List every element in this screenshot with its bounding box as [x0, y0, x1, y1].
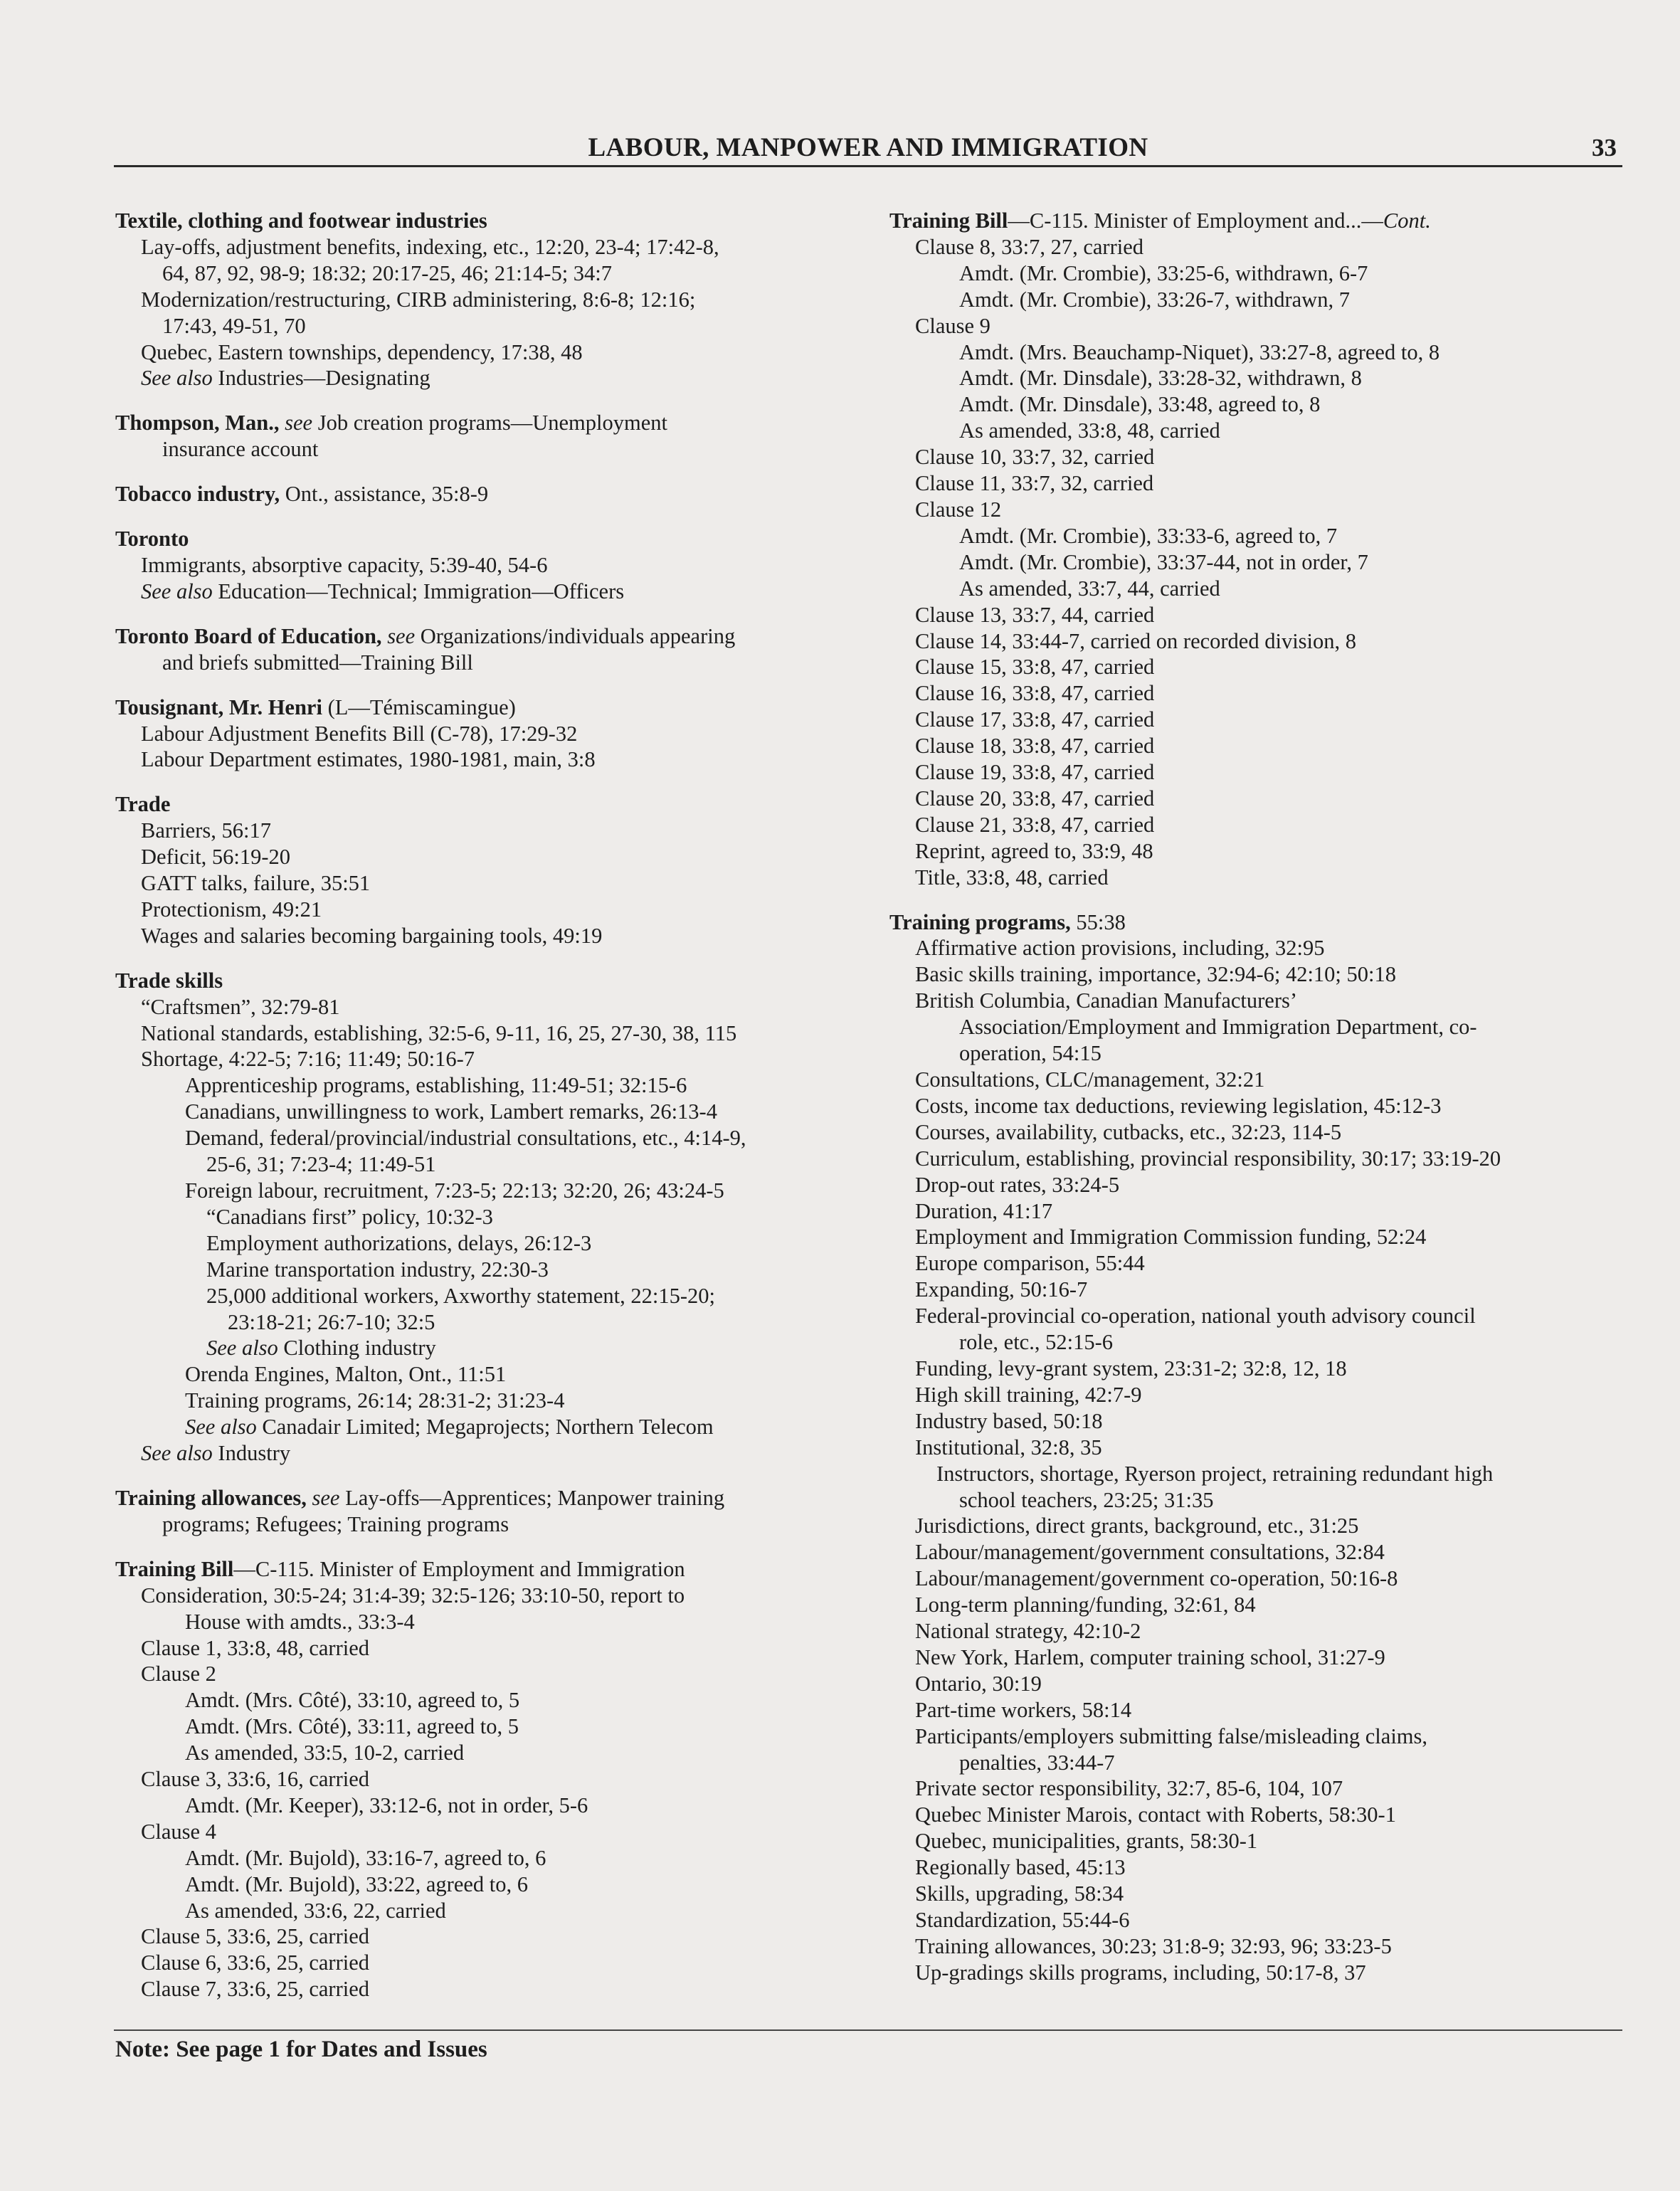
entry-text: Apprenticeship programs, establishing, 11:49-51; 32:15-6: [185, 1073, 687, 1098]
entry-subline: [115, 721, 870, 747]
entry-subline: [889, 1907, 1615, 1933]
entry-text: Quebec, municipalities, grants, 58:30-1: [915, 1829, 1258, 1854]
entry-subline: [115, 1414, 870, 1440]
entry-heading: Trade skills: [115, 968, 223, 993]
entry-text: Clause 12: [915, 497, 1002, 522]
entry-text: Demand, federal/provincial/industrial consultations, etc., 4:14-9,: [185, 1126, 746, 1151]
entry-heading-line: [889, 208, 1615, 234]
entry-text: New York, Harlem, computer training school, 31:27-9: [915, 1644, 1385, 1669]
entry-text: Quebec Minister Marois, contact with Roberts, 58:30-1: [915, 1802, 1396, 1827]
entry-text: Clause 9: [915, 313, 990, 338]
entry-text: Expanding, 50:16-7: [915, 1277, 1088, 1302]
index-entry: [115, 410, 870, 463]
entry-text: Duration, 41:17: [915, 1198, 1053, 1223]
page-header: [114, 128, 1622, 167]
entry-subline: [115, 1793, 870, 1819]
entry-text: As amended, 33:8, 48, carried: [959, 418, 1220, 443]
index-entry: [115, 968, 870, 1467]
entry-subline: [889, 602, 1615, 628]
entry-text: Employment authorizations, delays, 26:12-3: [206, 1230, 592, 1255]
entry-subline: [115, 1099, 870, 1125]
entry-text: Ont., assistance, 35:8-9: [280, 482, 489, 507]
cross-reference-label: see: [279, 411, 313, 435]
entry-text: Basic skills training, importance, 32:94-6; 42:10; 50:18: [915, 962, 1397, 987]
entry-subline: [115, 994, 870, 1020]
entry-subline: [889, 865, 1615, 891]
entry-subline: [889, 1671, 1615, 1697]
entry-text: Instructors, shortage, Ryerson project, retraining redundant high: [936, 1461, 1494, 1486]
entry-subline: [115, 1204, 870, 1230]
continued-label: Cont.: [1383, 208, 1431, 233]
entry-heading: Training Bill: [115, 1556, 234, 1581]
entry-subline: [889, 733, 1615, 759]
entry-heading: Textile, clothing and footwear industries: [115, 208, 487, 233]
page-number: 33: [1592, 134, 1617, 162]
entry-subline: [115, 1898, 870, 1924]
entry-text: Consultations, CLC/management, 32:21: [915, 1067, 1265, 1092]
index-entry: [889, 208, 1615, 891]
entry-subline: [115, 234, 870, 260]
entry-text: Clause 3, 33:6, 16, carried: [141, 1767, 370, 1792]
entry-subline: [115, 746, 870, 773]
entry-subline: [889, 1040, 1615, 1067]
entry-subline: [115, 1819, 870, 1845]
cross-reference-label: see: [381, 623, 416, 648]
entry-text: House with amdts., 33:3-4: [185, 1609, 415, 1634]
entry-text: Skills, upgrading, 58:34: [915, 1881, 1124, 1906]
entry-text: Title, 33:8, 48, carried: [915, 865, 1109, 889]
entry-heading: Training Bill: [889, 208, 1008, 233]
entry-subline: [889, 549, 1615, 576]
entry-text: Foreign labour, recruitment, 7:23-5; 22:13; 32:20, 26; 43:24-5: [185, 1178, 724, 1203]
entry-text: Clause 2: [141, 1662, 216, 1686]
entry-text: Clause 1, 33:8, 48, carried: [141, 1635, 370, 1660]
entry-subline: [115, 1845, 870, 1871]
entry-subline: [115, 313, 870, 339]
entry-subline: [889, 1775, 1615, 1802]
entry-subline: [115, 365, 870, 391]
entry-subline: [115, 1020, 870, 1047]
entry-subline: [889, 1854, 1615, 1881]
entry-subline: [889, 1697, 1615, 1723]
entry-text: Funding, levy-grant system, 23:31-2; 32:8, 12, 18: [915, 1356, 1347, 1380]
entry-subline: [889, 1461, 1615, 1487]
entry-subline: [889, 988, 1615, 1014]
entry-text: Amdt. (Mrs. Côté), 33:11, agreed to, 5: [185, 1714, 519, 1739]
entry-text: 64, 87, 92, 98-9; 18:32; 20:17-25, 46; 21:14-5; 34:7: [162, 260, 613, 285]
entry-text: Clause 8, 33:7, 27, carried: [915, 234, 1144, 259]
entry-text: Costs, income tax deductions, reviewing legislation, 45:12-3: [915, 1093, 1442, 1118]
entry-text: Drop-out rates, 33:24-5: [915, 1172, 1120, 1197]
entry-subline: [115, 1740, 870, 1766]
entry-heading-line: [889, 909, 1615, 936]
index-column-left: [115, 208, 870, 2021]
entry-subline: [115, 287, 870, 313]
entry-subline: [115, 818, 870, 844]
entry-subline: [889, 1933, 1615, 1960]
entry-subline: [889, 1329, 1615, 1356]
entry-subline: [889, 1539, 1615, 1566]
entry-text: Affirmative action provisions, including, 32:95: [915, 936, 1325, 961]
entry-text: As amended, 33:5, 10-2, carried: [185, 1741, 465, 1765]
entry-subline: [889, 1618, 1615, 1644]
entry-subline: [889, 497, 1615, 523]
entry-subline: [115, 1661, 870, 1687]
entry-text: Amdt. (Mr. Dinsdale), 33:48, agreed to, 8: [959, 392, 1321, 417]
cross-reference-label: See also: [141, 579, 213, 603]
entry-text: —C-115. Minister of Employment and...—: [1008, 208, 1383, 233]
entry-text: Clause 10, 33:7, 32, carried: [915, 445, 1155, 470]
index-entry: [115, 526, 870, 605]
entry-subline: [889, 1566, 1615, 1592]
entry-text: operation, 54:15: [959, 1041, 1101, 1066]
entry-text: Clause 5, 33:6, 25, carried: [141, 1924, 370, 1949]
entry-subline: [115, 1151, 870, 1178]
entry-subline: [115, 1125, 870, 1151]
entry-subline: [115, 1388, 870, 1414]
entry-text: Orenda Engines, Malton, Ont., 11:51: [185, 1362, 507, 1387]
index-entry: [115, 481, 870, 507]
entry-subline: [889, 1093, 1615, 1119]
entry-subline: [889, 628, 1615, 655]
index-entry: [115, 208, 870, 391]
index-entry: [889, 909, 1615, 1986]
footer-rule: [114, 2029, 1622, 2031]
entry-text: High skill training, 42:7-9: [915, 1382, 1142, 1407]
entry-text: Standardization, 55:44-6: [915, 1908, 1130, 1932]
entry-heading-line: [115, 791, 870, 818]
entry-text: Clause 7, 33:6, 25, carried: [141, 1977, 370, 2002]
entry-subline: [889, 961, 1615, 988]
entry-text: Private sector responsibility, 32:7, 85-6, 104, 107: [915, 1776, 1343, 1801]
entry-subline: [115, 1976, 870, 2002]
entry-text: penalties, 33:44-7: [959, 1750, 1115, 1775]
entry-text: Immigrants, absorptive capacity, 5:39-40, 54-6: [141, 552, 548, 577]
entry-text: 55:38: [1070, 909, 1126, 934]
entry-subline: [889, 260, 1615, 287]
entry-text: Marine transportation industry, 22:30-3: [206, 1257, 549, 1282]
entry-subline: [889, 1802, 1615, 1828]
entry-subline: [889, 470, 1615, 497]
entry-subline: [115, 1283, 870, 1309]
entry-heading-line: [115, 623, 870, 650]
entry-subline: [889, 1960, 1615, 1986]
entry-heading: Toronto Board of Education,: [115, 623, 382, 648]
entry-heading-line: [115, 968, 870, 994]
entry-text: Amdt. (Mr. Keeper), 33:12-6, not in order, 5-6: [185, 1793, 588, 1817]
entry-text: Employment and Immigration Commission funding, 52:24: [915, 1225, 1427, 1250]
entry-text: Clothing industry: [278, 1336, 436, 1361]
entry-heading-line: [115, 1485, 870, 1511]
entry-text: Training allowances, 30:23; 31:8-9; 32:93, 96; 33:23-5: [915, 1933, 1392, 1958]
entry-text: Education—Technical; Immigration—Officers: [212, 579, 625, 603]
entry-subline: [889, 523, 1615, 549]
entry-text: Amdt. (Mr. Crombie), 33:25-6, withdrawn, 6-7: [959, 260, 1368, 285]
entry-subline: [889, 1303, 1615, 1329]
entry-text: programs; Refugees; Training programs: [162, 1511, 509, 1536]
entry-subline: [115, 1511, 870, 1538]
entry-subline: [889, 1513, 1615, 1539]
entry-text: Barriers, 56:17: [141, 818, 271, 843]
entry-subline: [115, 436, 870, 463]
entry-subline: [889, 1250, 1615, 1277]
entry-text: “Craftsmen”, 32:79-81: [141, 994, 340, 1019]
entry-text: British Columbia, Canadian Manufacturers’: [915, 988, 1298, 1013]
entry-text: Amdt. (Mr. Dinsdale), 33:28-32, withdrawn, 8: [959, 366, 1362, 391]
entry-text: Modernization/restructuring, CIRB administering, 8:6-8; 12:16;: [141, 287, 696, 312]
entry-text: Curriculum, establishing, provincial responsibility, 30:17; 33:19-20: [915, 1146, 1501, 1171]
entry-text: Clause 13, 33:7, 44, carried: [915, 602, 1155, 627]
entry-text: Clause 6, 33:6, 25, carried: [141, 1950, 370, 1975]
entry-text: Industry based, 50:18: [915, 1408, 1103, 1433]
entry-text: National strategy, 42:10-2: [915, 1619, 1141, 1644]
entry-text: Clause 18, 33:8, 47, carried: [915, 734, 1155, 759]
entry-text: Training programs, 26:14; 28:31-2; 31:23-4: [185, 1388, 565, 1413]
entry-text: Association/Employment and Immigration Department, co-: [959, 1015, 1477, 1040]
entry-text: 25-6, 31; 7:23-4; 11:49-51: [206, 1152, 436, 1177]
footer-note: Note: See page 1 for Dates and Issues: [115, 2037, 487, 2062]
entry-subline: [115, 1230, 870, 1257]
entry-subline: [889, 1146, 1615, 1172]
entry-text: Regionally based, 45:13: [915, 1855, 1126, 1880]
entry-subline: [889, 812, 1615, 838]
entry-subline: [115, 1714, 870, 1740]
entry-subline: [889, 707, 1615, 733]
entry-subline: [889, 1828, 1615, 1854]
entry-subline: [889, 1881, 1615, 1907]
entry-subline: [115, 1687, 870, 1714]
entry-text: Consideration, 30:5-24; 31:4-39; 32:5-126; 33:10-50, report to: [141, 1583, 685, 1607]
index-column-right: [889, 208, 1615, 2005]
entry-text: Participants/employers submitting false/misleading claims,: [915, 1723, 1428, 1748]
entry-subline: [889, 759, 1615, 786]
cross-reference-label: see: [306, 1485, 340, 1510]
entry-heading-line: [115, 208, 870, 234]
entry-text: Amdt. (Mrs. Côté), 33:10, agreed to, 5: [185, 1688, 520, 1713]
entry-subline: [889, 1224, 1615, 1250]
entry-heading: Toronto: [115, 527, 189, 551]
entry-text: Institutional, 32:8, 35: [915, 1435, 1102, 1459]
entry-text: Canadians, unwillingness to work, Lambert remarks, 26:13-4: [185, 1099, 717, 1124]
entry-subline: [889, 935, 1615, 961]
entry-subline: [889, 1592, 1615, 1618]
index-entry: [115, 623, 870, 676]
entry-subline: [115, 1609, 870, 1635]
index-entry: [115, 791, 870, 949]
entry-text: (L—Témiscamingue): [322, 695, 516, 719]
entry-subline: [115, 1178, 870, 1204]
entry-text: 23:18-21; 26:7-10; 32:5: [228, 1309, 435, 1334]
entry-text: Clause 20, 33:8, 47, carried: [915, 786, 1155, 811]
entry-text: “Canadians first” policy, 10:32-3: [206, 1204, 493, 1229]
entry-subline: [889, 313, 1615, 339]
entry-text: GATT talks, failure, 35:51: [141, 871, 371, 896]
entry-text: Ontario, 30:19: [915, 1671, 1042, 1696]
entry-subline: [889, 234, 1615, 260]
entry-text: Clause 16, 33:8, 47, carried: [915, 681, 1155, 706]
entry-heading: Training allowances,: [115, 1485, 307, 1510]
entry-subline: [889, 1382, 1615, 1408]
entry-subline: [115, 1583, 870, 1609]
entry-subline: [115, 260, 870, 287]
cross-reference-label: See also: [206, 1336, 278, 1361]
entry-subline: [889, 680, 1615, 707]
entry-text: and briefs submitted—Training Bill: [162, 650, 473, 675]
entry-heading: Thompson, Man.,: [115, 411, 280, 435]
entry-subline: [115, 870, 870, 897]
entry-text: Federal-provincial co-operation, national youth advisory council: [915, 1304, 1476, 1329]
entry-subline: [115, 1309, 870, 1336]
entry-heading-line: [115, 410, 870, 436]
entry-heading: Tousignant, Mr. Henri: [115, 695, 322, 719]
entry-text: Amdt. (Mr. Bujold), 33:16-7, agreed to, 6: [185, 1845, 546, 1870]
entry-subline: [115, 1635, 870, 1662]
entry-text: Part-time workers, 58:14: [915, 1697, 1132, 1722]
entry-subline: [115, 1335, 870, 1361]
entry-subline: [115, 552, 870, 579]
entry-text: Jurisdictions, direct grants, background, etc., 31:25: [915, 1514, 1359, 1538]
entry-subline: [115, 1923, 870, 1950]
entry-text: Wages and salaries becoming bargaining tools, 49:19: [141, 923, 603, 948]
entry-subline: [889, 1198, 1615, 1225]
index-entry: [115, 695, 870, 774]
entry-subline: [889, 339, 1615, 366]
entry-subline: [889, 365, 1615, 391]
entry-subline: [115, 1046, 870, 1072]
entry-subline: [115, 1871, 870, 1898]
entry-text: 17:43, 49-51, 70: [162, 313, 306, 338]
entry-text: Clause 4: [141, 1819, 216, 1844]
entry-text: Up-gradings skills programs, including, 50:17-8, 37: [915, 1960, 1366, 1985]
entry-heading-line: [115, 526, 870, 552]
entry-text: 25,000 additional workers, Axworthy statement, 22:15-20;: [206, 1283, 715, 1308]
entry-text: Lay-offs, adjustment benefits, indexing, etc., 12:20, 23-4; 17:42-8,: [141, 234, 719, 259]
entry-text: Clause 14, 33:44-7, carried on recorded division, 8: [915, 628, 1357, 653]
entry-subline: [889, 1172, 1615, 1198]
entry-text: Amdt. (Mr. Bujold), 33:22, agreed to, 6: [185, 1871, 529, 1896]
entry-subline: [115, 923, 870, 949]
entry-text: Amdt. (Mr. Crombie), 33:33-6, agreed to, 7: [959, 523, 1338, 548]
entry-subline: [115, 339, 870, 366]
entry-text: Reprint, agreed to, 33:9, 48: [915, 838, 1153, 863]
page-title: LABOUR, MANPOWER AND IMMIGRATION: [588, 133, 1148, 162]
entry-subline: [889, 1356, 1615, 1382]
index-entry: [115, 1556, 870, 2002]
entry-text: school teachers, 23:25; 31:35: [959, 1487, 1214, 1512]
entry-text: As amended, 33:6, 22, carried: [185, 1898, 446, 1923]
entry-subline: [889, 444, 1615, 470]
entry-text: Courses, availability, cutbacks, etc., 32:23, 114-5: [915, 1119, 1342, 1144]
entry-text: Clause 15, 33:8, 47, carried: [915, 655, 1155, 680]
entry-subline: [889, 1014, 1615, 1040]
entry-text: Shortage, 4:22-5; 7:16; 11:49; 50:16-7: [141, 1047, 475, 1072]
index-entry: [115, 1485, 870, 1538]
entry-subline: [889, 1435, 1615, 1461]
entry-subline: [889, 1487, 1615, 1514]
entry-text: Canadair Limited; Megaprojects; Northern Telecom: [256, 1415, 714, 1440]
entry-subline: [889, 391, 1615, 418]
entry-heading: Tobacco industry,: [115, 482, 280, 507]
entry-subline: [115, 650, 870, 676]
entry-text: Amdt. (Mrs. Beauchamp-Niquet), 33:27-8, agreed to, 8: [959, 339, 1440, 364]
entry-text: Labour Adjustment Benefits Bill (C-78), 17:29-32: [141, 721, 578, 746]
entry-heading-line: [115, 481, 870, 507]
entry-heading-line: [115, 1556, 870, 1583]
entry-text: Industries—Designating: [212, 366, 430, 391]
entry-subline: [889, 1408, 1615, 1435]
entry-subline: [115, 579, 870, 605]
entry-subline: [889, 1119, 1615, 1146]
entry-subline: [115, 1257, 870, 1283]
entry-subline: [889, 1723, 1615, 1750]
entry-text: Long-term planning/funding, 32:61, 84: [915, 1593, 1256, 1617]
entry-text: Clause 17, 33:8, 47, carried: [915, 707, 1155, 732]
entry-subline: [115, 1440, 870, 1467]
entry-text: Labour/management/government co-operation, 50:16-8: [915, 1566, 1398, 1591]
entry-text: Clause 11, 33:7, 32, carried: [915, 471, 1154, 496]
entry-text: —C-115. Minister of Employment and Immigration: [233, 1556, 685, 1581]
entry-subline: [115, 897, 870, 923]
cross-reference-label: See also: [185, 1415, 257, 1440]
entry-text: Europe comparison, 55:44: [915, 1251, 1145, 1276]
entry-text: Deficit, 56:19-20: [141, 845, 291, 870]
entry-text: Lay-offs—Apprentices; Manpower training: [339, 1485, 725, 1510]
entry-subline: [889, 418, 1615, 444]
cross-reference-label: See also: [141, 1441, 213, 1466]
entry-subline: [889, 1067, 1615, 1093]
entry-text: insurance account: [162, 437, 319, 462]
entry-text: role, etc., 52:15-6: [959, 1330, 1113, 1355]
entry-heading-line: [115, 695, 870, 721]
entry-subline: [115, 844, 870, 870]
entry-text: Clause 19, 33:8, 47, carried: [915, 760, 1155, 785]
entry-subline: [889, 654, 1615, 680]
entry-subline: [115, 1950, 870, 1976]
entry-subline: [115, 1361, 870, 1388]
entry-text: Quebec, Eastern townships, dependency, 17:38, 48: [141, 339, 583, 364]
entry-text: Organizations/individuals appearing: [415, 623, 736, 648]
entry-heading: Training programs,: [889, 909, 1071, 934]
entry-subline: [889, 287, 1615, 313]
entry-text: Amdt. (Mr. Crombie), 33:37-44, not in order, 7: [959, 549, 1368, 574]
entry-text: Protectionism, 49:21: [141, 897, 322, 922]
entry-subline: [889, 786, 1615, 812]
entry-heading: Trade: [115, 792, 171, 817]
entry-subline: [889, 576, 1615, 602]
cross-reference-label: See also: [141, 366, 213, 391]
entry-text: Labour Department estimates, 1980-1981, main, 3:8: [141, 747, 596, 772]
entry-subline: [889, 1644, 1615, 1671]
entry-text: National standards, establishing, 32:5-6, 9-11, 16, 25, 27-30, 38, 115: [141, 1020, 737, 1045]
entry-text: Industry: [212, 1441, 291, 1466]
entry-subline: [115, 1072, 870, 1099]
entry-text: As amended, 33:7, 44, carried: [959, 576, 1220, 601]
entry-text: Amdt. (Mr. Crombie), 33:26-7, withdrawn, 7: [959, 287, 1350, 312]
entry-subline: [889, 1750, 1615, 1776]
entry-subline: [889, 1277, 1615, 1303]
entry-subline: [115, 1766, 870, 1793]
entry-subline: [889, 838, 1615, 865]
entry-text: Job creation programs—Unemployment: [312, 411, 667, 435]
entry-text: Labour/management/government consultations, 32:84: [915, 1540, 1385, 1565]
entry-text: Clause 21, 33:8, 47, carried: [915, 812, 1155, 837]
